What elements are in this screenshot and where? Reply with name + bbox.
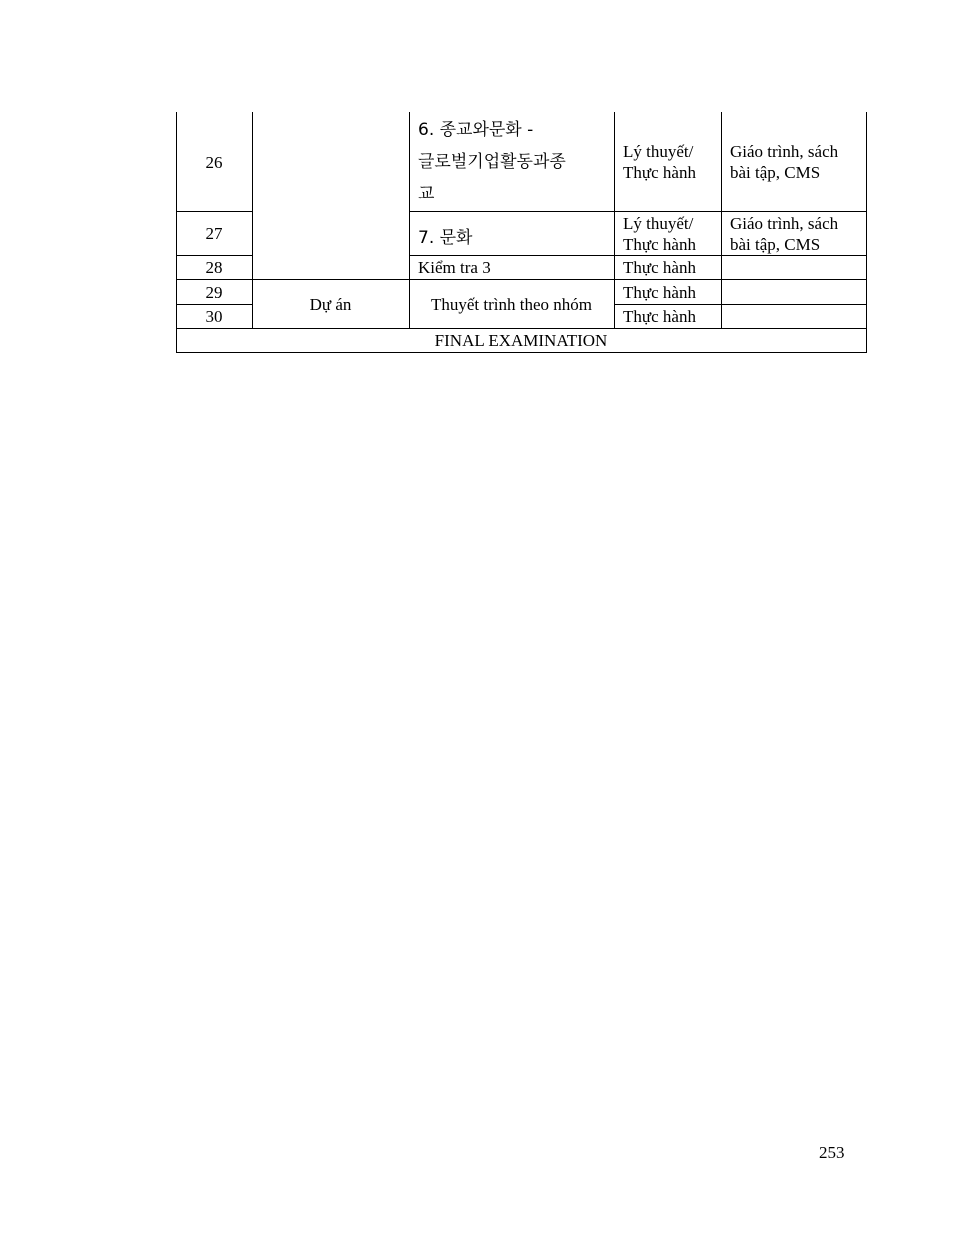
format-30: Thực hành: [623, 307, 696, 326]
week-number-29: 29: [205, 283, 223, 302]
page-number: 253: [819, 1143, 845, 1162]
final-examination-row: FINAL EXAMINATION: [434, 331, 608, 350]
topic-28: Kiểm tra 3: [418, 258, 491, 277]
week-number-26: 26: [205, 153, 223, 172]
week-number-27: 27: [205, 224, 223, 243]
topic-26-line-2: 글로벌기업활동과종: [418, 152, 566, 172]
topic-26-line-3: 교: [418, 184, 435, 204]
week-number-28: 28: [205, 258, 223, 277]
format-29: Thực hành: [623, 283, 696, 302]
week-number-30: 30: [205, 307, 223, 326]
project-category: Dự án: [309, 295, 352, 314]
format-26-line-1: Lý thuyết/: [623, 142, 694, 161]
topic-26-line-1: 6. 종교와문화 -: [418, 120, 534, 140]
format-27-line-2: Thực hành: [623, 235, 696, 254]
materials-26-line-1: Giáo trình, sách: [730, 142, 839, 161]
format-26-line-2: Thực hành: [623, 163, 696, 182]
format-27-line-1: Lý thuyết/: [623, 214, 694, 233]
project-topic: Thuyết trình theo nhóm: [430, 295, 592, 314]
materials-27-line-1: Giáo trình, sách: [730, 214, 839, 233]
materials-26-line-2: bài tập, CMS: [730, 163, 821, 182]
topic-27: 7. 문화: [418, 228, 473, 248]
materials-27-line-2: bài tập, CMS: [730, 235, 821, 254]
format-28: Thực hành: [623, 258, 696, 277]
